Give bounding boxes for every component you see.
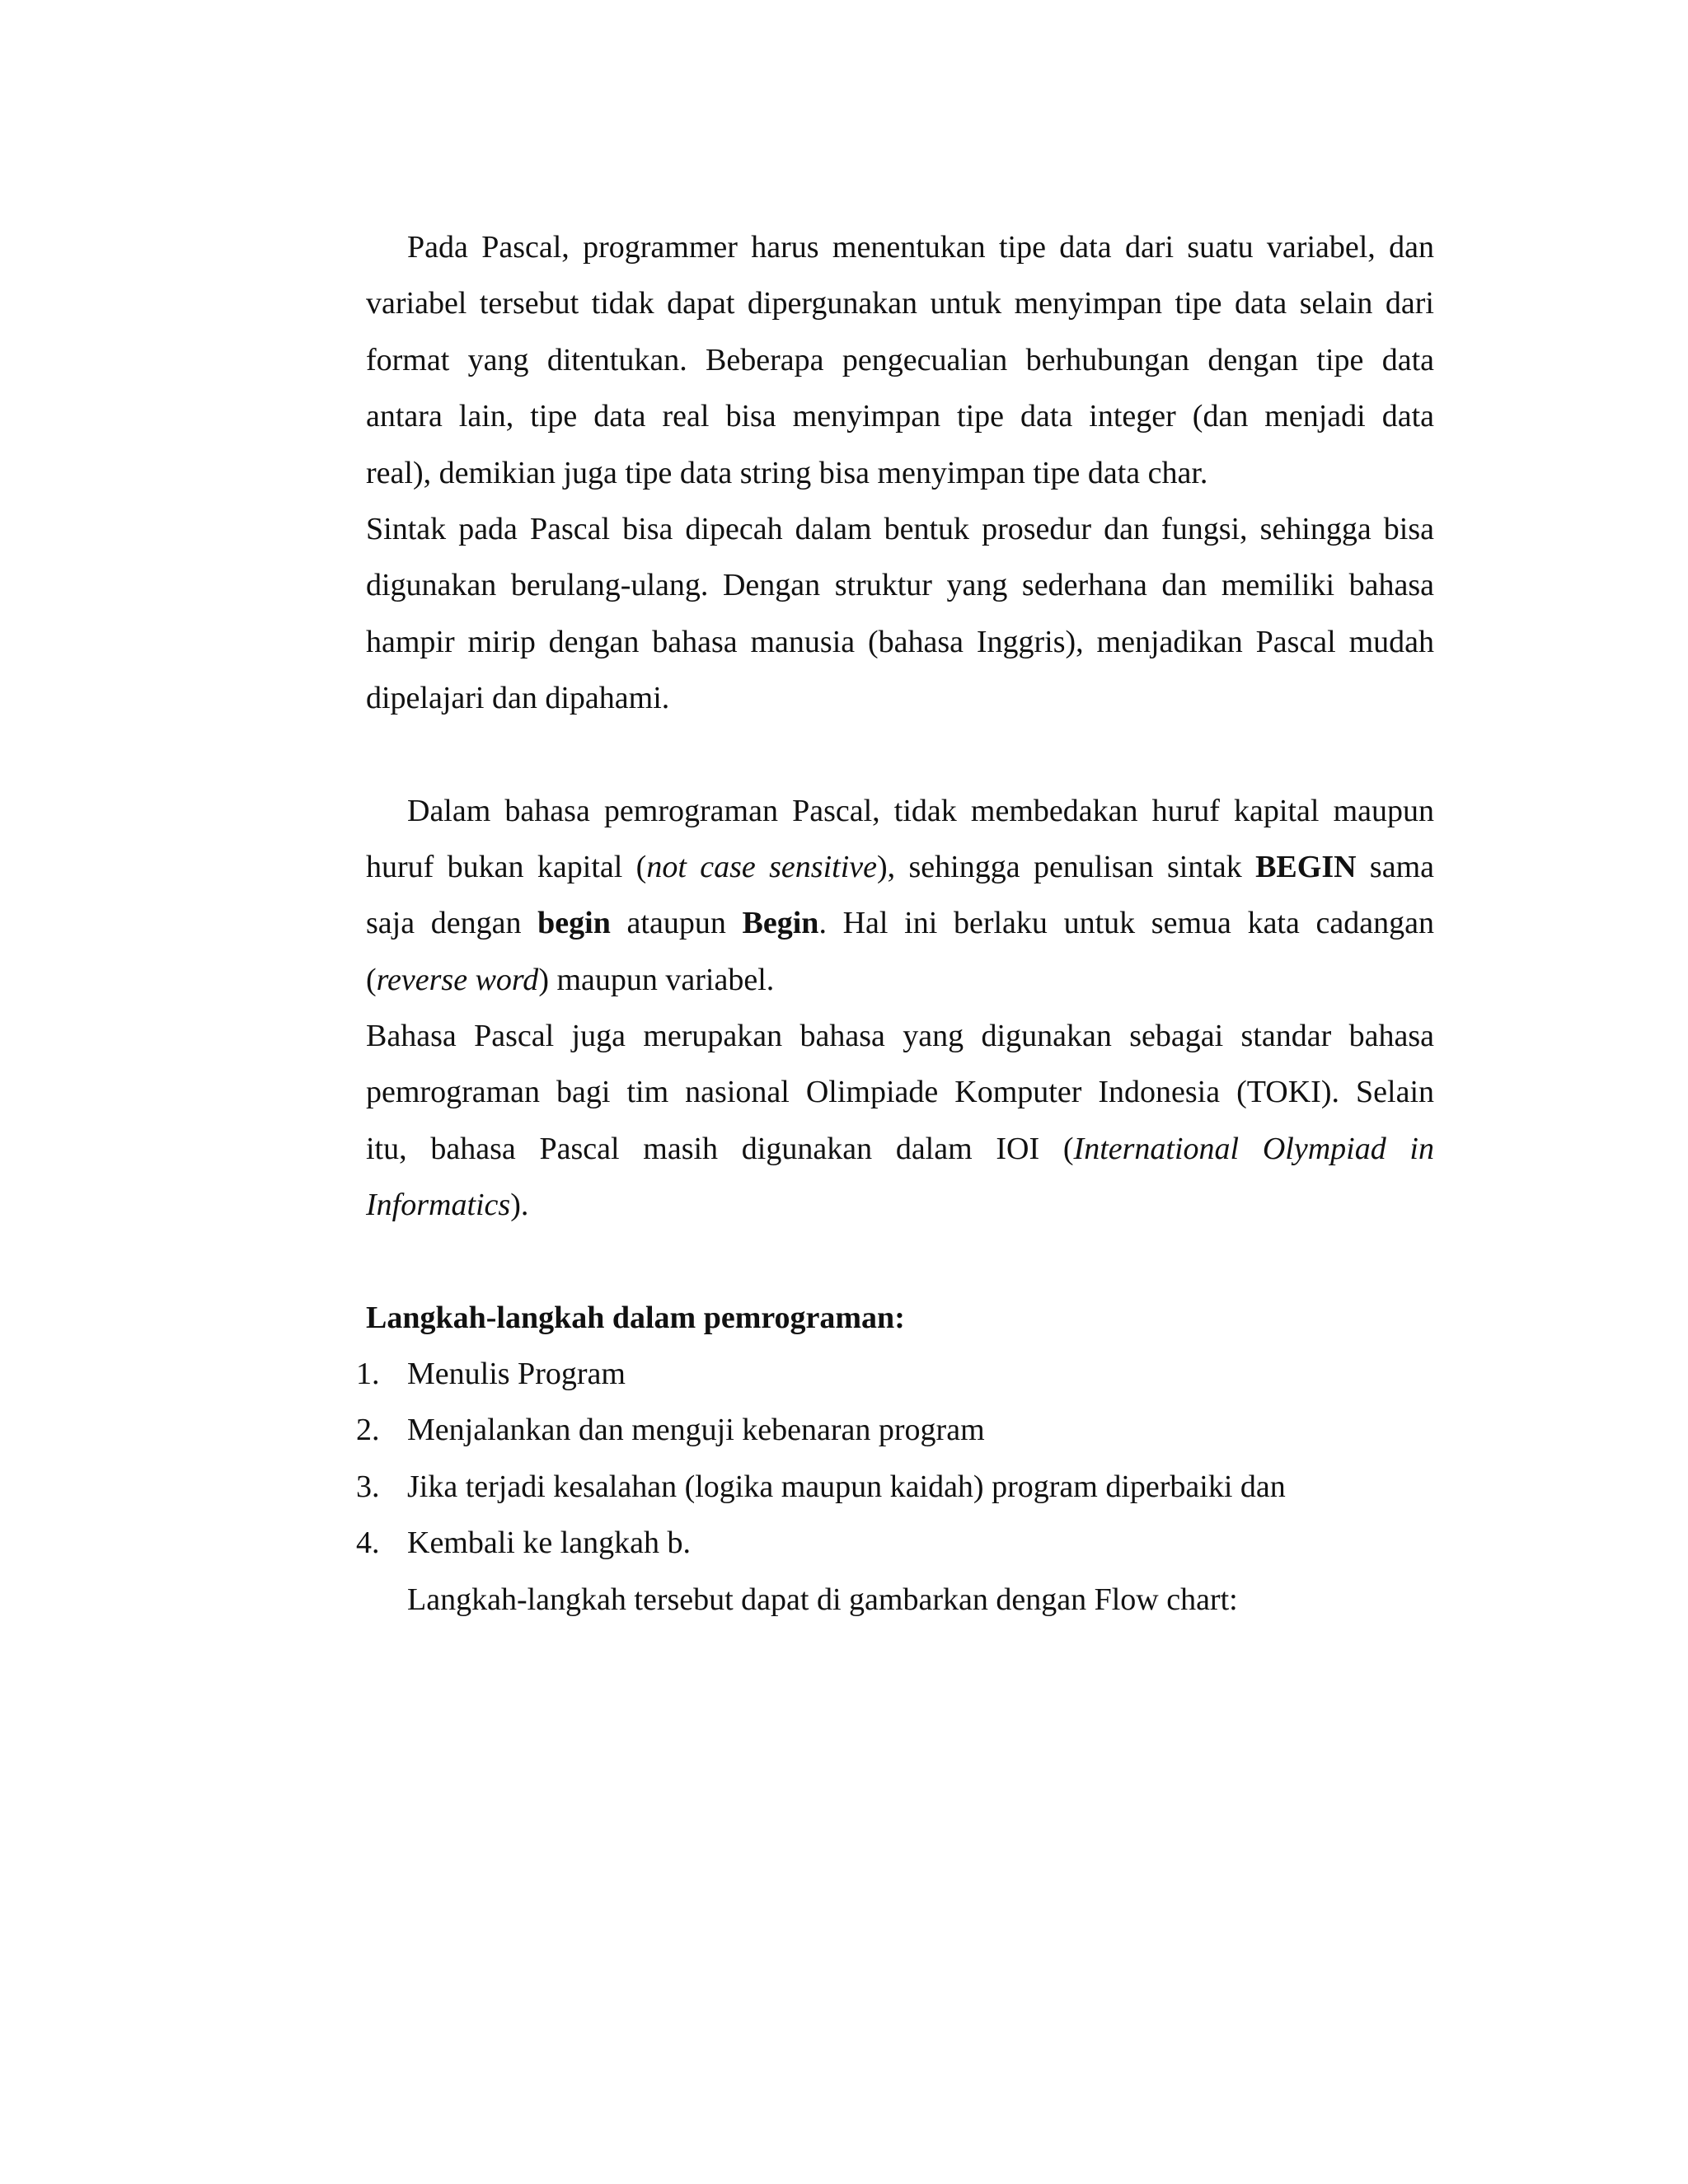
text-run: saja dengan (366, 906, 538, 941)
steps-list (356, 1346, 1434, 1572)
bold-keyword: BEGIN (1255, 849, 1357, 884)
italic-term: International Olympiad in (1073, 1131, 1434, 1166)
list-item (356, 1515, 1434, 1571)
paragraph-line: digunakan berulang-ulang. Dengan struktur yang sederhana dan memiliki bahasa (366, 568, 1434, 603)
paragraph-pascal-data-types (366, 219, 1434, 501)
paragraph-line: pemrograman bagi tim nasional Olimpiade Komputer Indonesia (TOKI). Selain (366, 1075, 1434, 1110)
paragraph-line: Bahasa Pascal juga merupakan bahasa yang digunakan sebagai standar bahasa (366, 1019, 1434, 1054)
text-run: . Hal ini berlaku untuk semua kata cadangan (818, 906, 1434, 941)
list-item-text: Kembali ke langkah b. (407, 1526, 692, 1561)
paragraph-line (366, 1177, 1434, 1233)
paragraph-line: variabel tersebut tidak dapat dipergunakan untuk menyimpan tipe data selain dari (366, 286, 1434, 321)
italic-term: not case sensitive (646, 849, 877, 884)
text-run: ). (510, 1188, 529, 1223)
paragraph-line (366, 839, 1434, 895)
paragraph-case-sensitivity (366, 783, 1434, 1009)
list-item-text: Jika terjadi kesalahan (logika maupun kaidah) program diperbaiki dan (407, 1469, 1286, 1504)
list-item-text: Menulis Program (407, 1357, 626, 1392)
list-number: 1. (356, 1357, 380, 1392)
list-item (356, 1346, 1434, 1402)
bold-keyword: Begin (742, 906, 819, 941)
paragraph-line: antara lain, tipe data real bisa menyimpan tipe data integer (dan menjadi data (366, 399, 1434, 434)
italic-term: Informatics (366, 1188, 511, 1223)
text-run: ), sehingga penulisan sintak (876, 849, 1256, 884)
list-number: 3. (356, 1469, 380, 1504)
text-run: itu, bahasa Pascal masih digunakan dalam IOI ( (366, 1131, 1074, 1166)
list-number: 2. (356, 1413, 380, 1448)
paragraph-pascal-syntax (366, 501, 1434, 727)
paragraph-spacer (366, 1234, 1434, 1290)
paragraph-line: hampir mirip dengan bahasa manusia (bahasa Inggris), menjadikan Pascal mudah (366, 624, 1434, 659)
text-run: ( (366, 962, 377, 997)
text-run: huruf bukan kapital ( (366, 849, 647, 884)
text-run: ataupun (610, 906, 743, 941)
paragraph-line: dipelajari dan dipahami. (366, 681, 670, 716)
paragraph-line: format yang ditentukan. Beberapa pengecualian berhubungan dengan tipe data (366, 342, 1434, 377)
document-page (356, 219, 1435, 1628)
list-item-text: Menjalankan dan menguji kebenaran program (407, 1413, 985, 1448)
bold-keyword: begin (537, 906, 611, 941)
list-item (356, 1459, 1434, 1515)
list-number: 4. (356, 1526, 380, 1561)
paragraph-toki-ioi (366, 1008, 1434, 1234)
paragraph-line: Dalam bahasa pemrograman Pascal, tidak membedakan huruf kapital maupun (407, 793, 1434, 828)
paragraph-line (366, 1121, 1434, 1177)
section-heading: Langkah-langkah dalam pemrograman: (366, 1300, 905, 1335)
paragraph-line (366, 895, 1434, 951)
paragraph-line (366, 952, 1434, 1008)
paragraph-line: Pada Pascal, programmer harus menentukan tipe data dari suatu variabel, dan (407, 230, 1434, 265)
italic-term: reverse word (376, 962, 539, 997)
paragraph-line: real), demikian juga tipe data string bisa menyimpan tipe data char. (366, 455, 1208, 490)
paragraph-spacer (366, 727, 1434, 783)
paragraph-line: Sintak pada Pascal bisa dipecah dalam bentuk prosedur dan fungsi, sehingga bisa (366, 511, 1434, 546)
programming-steps-section (356, 1290, 1434, 1628)
list-item (356, 1402, 1434, 1458)
text-run: ) maupun variabel. (538, 962, 775, 997)
text-run: sama (1356, 849, 1435, 884)
flowchart-intro-text: Langkah-langkah tersebut dapat di gambarkan dengan Flow chart: (407, 1582, 1238, 1617)
